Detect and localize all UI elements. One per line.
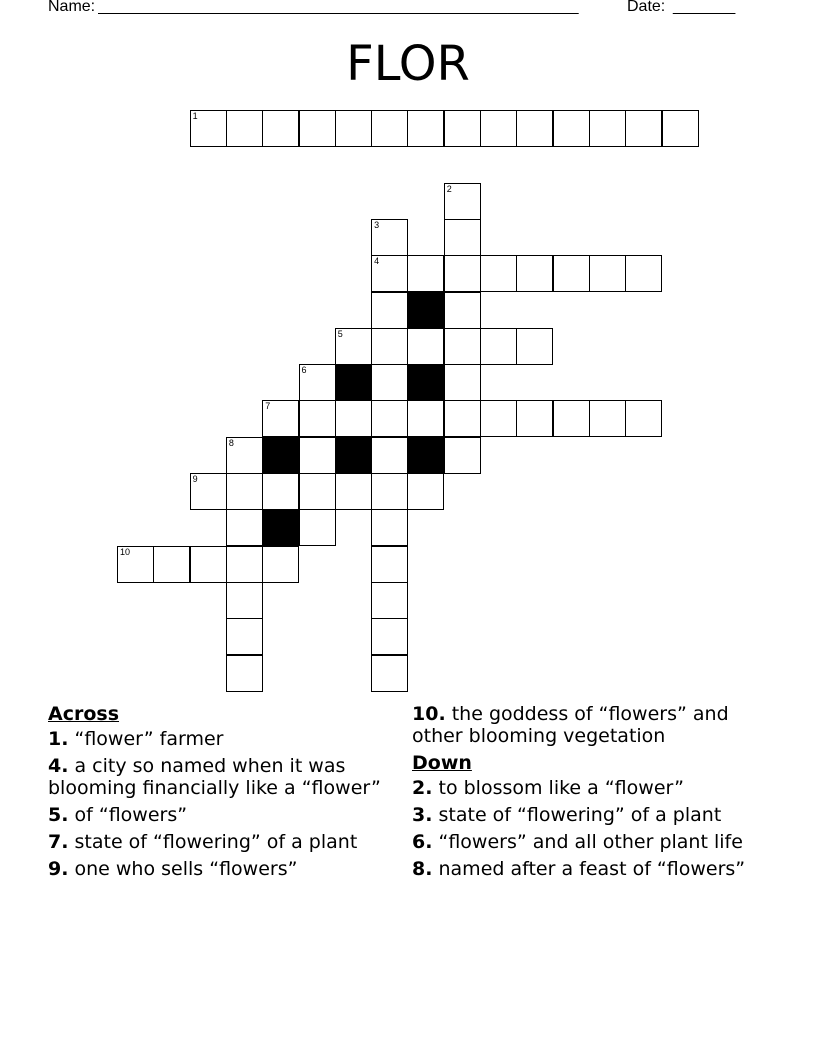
grid-cell[interactable] [371,400,408,437]
grid-cell[interactable] [226,110,263,147]
clue-number-label: 7 [265,401,271,412]
grid-cell[interactable] [153,546,190,583]
grid-cell[interactable] [553,255,590,292]
down-clue-8 [412,858,752,880]
clue-text: one who sells “flowers” [74,858,298,880]
grid-cell[interactable] [371,546,408,583]
grid-block [335,364,372,401]
grid-cell[interactable] [371,364,408,401]
grid-cell[interactable] [516,328,553,365]
grid-cell[interactable] [371,655,408,692]
name-label: Name: [48,0,96,15]
grid-cell[interactable] [444,437,481,474]
clue-number-label: 3 [374,219,380,230]
grid-cell[interactable] [226,473,263,510]
grid-cell[interactable] [371,437,408,474]
grid-cell[interactable] [371,582,408,619]
grid-cell[interactable] [371,328,408,365]
grid-cell[interactable] [444,292,481,329]
grid-cell[interactable] [299,110,336,147]
grid-cell[interactable] [299,437,336,474]
clue-number: 3. [412,804,433,826]
grid-cell[interactable] [516,255,553,292]
clue-number-label: 2 [446,183,452,194]
down-clue-2 [412,777,752,799]
grid-cell[interactable] [226,618,263,655]
grid-cell[interactable] [407,110,444,147]
across-clue-9 [48,858,398,880]
clue-text: to blossom like a “flower” [438,777,684,799]
down-clue-3 [412,804,752,826]
grid-cell[interactable] [371,473,408,510]
clue-text: state of “flowering” of a plant [438,804,722,826]
grid-cell[interactable] [226,437,263,474]
grid-block [262,437,299,474]
across-clue-5 [48,804,398,826]
clue-number-label: 4 [374,256,380,267]
grid-cell[interactable] [299,364,336,401]
grid-cell[interactable] [444,255,481,292]
puzzle-title: FLOR [346,36,470,92]
grid-block [407,364,444,401]
grid-cell[interactable] [371,509,408,546]
clue-text: “flower” farmer [74,728,224,750]
grid-cell[interactable] [371,255,408,292]
grid-cell[interactable] [226,509,263,546]
clue-number-label: 9 [192,474,198,484]
grid-block [262,509,299,546]
clue-number: 8. [412,858,433,880]
date-blank: _______ [673,0,736,15]
grid-cell[interactable] [335,400,372,437]
grid-cell[interactable] [299,509,336,546]
grid-cell[interactable] [480,400,517,437]
grid-cell[interactable] [444,400,481,437]
clue-number: 2. [412,777,433,799]
grid-cell[interactable] [407,255,444,292]
grid-cell[interactable] [371,219,408,256]
grid-cell[interactable] [407,473,444,510]
grid-cell[interactable] [226,582,263,619]
grid-cell[interactable] [262,110,299,147]
grid-cell[interactable] [553,400,590,437]
clue-number-label: 10 [120,546,131,557]
grid-cell[interactable] [480,328,517,365]
across-clue-1 [48,728,398,750]
grid-cell[interactable] [371,110,408,147]
grid-cell[interactable] [480,255,517,292]
grid-cell[interactable] [589,400,626,437]
grid-cell[interactable] [625,110,662,147]
clues-left-column [48,703,398,885]
grid-cell[interactable] [226,655,263,692]
grid-cell[interactable] [299,400,336,437]
grid-cell[interactable] [335,110,372,147]
grid-cell[interactable] [444,328,481,365]
clue-text: “flowers” and all other plant life [438,831,743,853]
grid-cell[interactable] [262,400,299,437]
clue-text: state of “flowering” of a plant [74,831,358,853]
grid-cell[interactable] [190,473,227,510]
grid-cell[interactable] [516,110,553,147]
clue-text: a city so named when it was blooming financially like a “flower” [48,755,381,799]
grid-block [407,292,444,329]
clue-text: of “flowers” [74,804,188,826]
clue-number: 7. [48,831,69,853]
clue-number-label: 6 [301,365,307,376]
grid-cell[interactable] [190,110,227,147]
grid-cell[interactable] [299,473,336,510]
clues-right-column [412,703,752,885]
date-label: Date: [627,0,666,15]
grid-cell[interactable] [625,400,662,437]
grid-block [335,437,372,474]
grid-cell[interactable] [480,110,517,147]
name-blank: ______________________________________________________ [98,0,579,15]
clue-text: the goddess of “flowers” and other blooming vegetation [412,703,729,747]
grid-cell[interactable] [226,546,263,583]
grid-cell[interactable] [444,183,481,220]
grid-cell[interactable] [117,546,154,583]
clue-number-label: 1 [192,111,198,121]
grid-cell[interactable] [371,618,408,655]
grid-cell[interactable] [444,110,481,147]
clue-number-label: 8 [228,437,234,448]
grid-cell[interactable] [444,364,481,401]
across-heading: Across [48,703,120,725]
down-heading: Down [412,752,472,774]
grid-cell[interactable] [262,473,299,510]
grid-cell[interactable] [444,219,481,256]
grid-cell[interactable] [407,328,444,365]
across-clue-10 [412,703,752,747]
clue-number: 5. [48,804,69,826]
grid-cell[interactable] [589,255,626,292]
grid-cell[interactable] [335,328,372,365]
grid-cell[interactable] [662,110,699,147]
clue-number: 10. [412,703,446,725]
grid-cell[interactable] [335,473,372,510]
grid-cell[interactable] [589,110,626,147]
clue-number: 6. [412,831,433,853]
grid-cell[interactable] [516,400,553,437]
grid-cell[interactable] [190,546,227,583]
grid-cell[interactable] [407,400,444,437]
grid-cell[interactable] [262,546,299,583]
clue-number: 4. [48,755,69,777]
clue-text: named after a feast of “flowers” [438,858,746,880]
across-clue-7 [48,831,398,853]
clue-number: 9. [48,858,69,880]
across-clue-4 [48,755,398,799]
grid-cell[interactable] [625,255,662,292]
grid-cell[interactable] [371,292,408,329]
grid-block [407,437,444,474]
clue-number-label: 5 [337,328,343,339]
clue-number: 1. [48,728,69,750]
down-clue-6 [412,831,752,853]
grid-cell[interactable] [553,110,590,147]
